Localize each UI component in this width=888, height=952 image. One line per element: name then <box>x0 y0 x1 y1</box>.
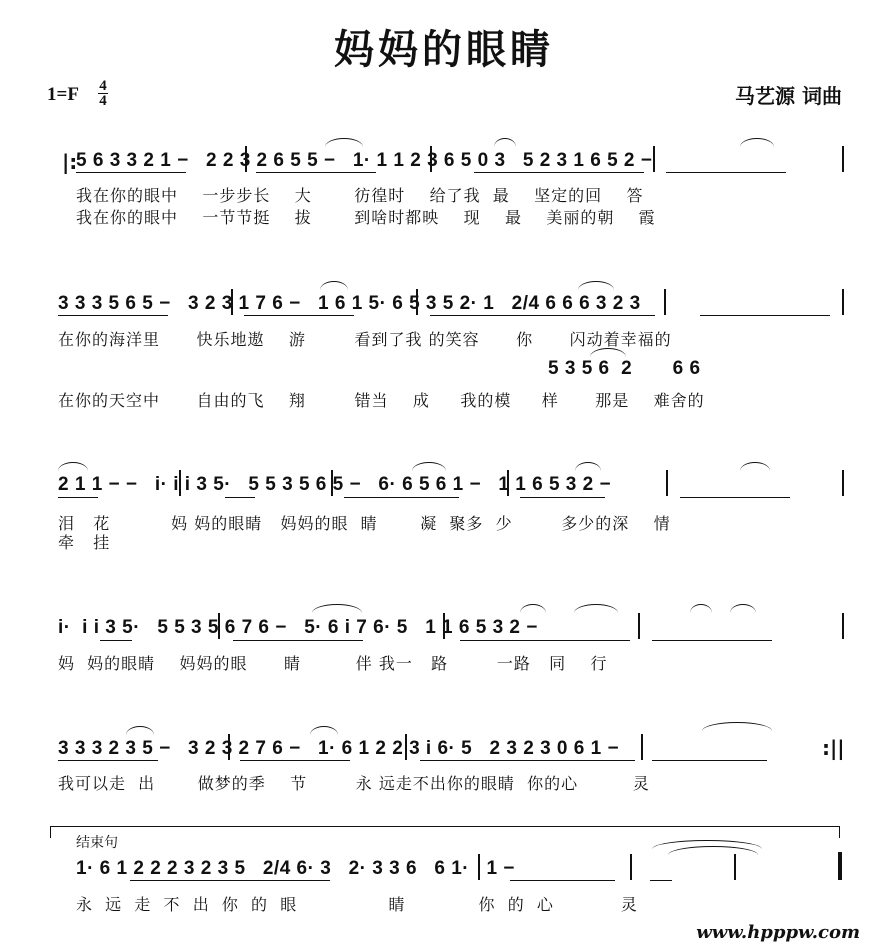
beam-underline <box>520 497 605 498</box>
slur <box>412 462 446 471</box>
barline <box>507 470 509 496</box>
slur <box>310 726 338 735</box>
time-signature-top: 4 <box>99 78 107 94</box>
slur <box>312 604 362 613</box>
barline <box>478 854 480 880</box>
beam-underline <box>256 172 376 173</box>
slur <box>574 604 618 613</box>
final-barline <box>838 852 842 880</box>
barline <box>842 613 844 639</box>
barline <box>842 289 844 315</box>
slur <box>702 722 772 731</box>
beam-underline <box>474 172 644 173</box>
barline <box>842 146 844 172</box>
lyrics-line-2a: 在你的海洋里 快乐地遨 游 看到了我 的笑容 你 闪动着幸福的 <box>58 330 672 349</box>
barline <box>653 146 655 172</box>
barline <box>231 289 233 315</box>
slur <box>578 281 614 290</box>
barline <box>331 470 333 496</box>
barline <box>416 289 418 315</box>
slur <box>325 138 363 147</box>
beam-underline <box>233 640 363 641</box>
alt-notes-line-2: 5 3 5 6 2 6 6 <box>548 358 701 379</box>
barline <box>666 470 668 496</box>
barline <box>842 470 844 496</box>
beam-underline <box>58 497 98 498</box>
barline <box>664 289 666 315</box>
barline <box>245 146 247 172</box>
composer-credit: 马艺源 词曲 <box>735 84 842 108</box>
barline <box>430 146 432 172</box>
slur <box>58 462 88 471</box>
beam-underline <box>244 315 354 316</box>
beam-underline <box>225 497 255 498</box>
slur <box>494 138 516 147</box>
notes-line-3: 2 1 1 − − i· i i 3 5· 5 5 3 5 6 5 − 6· 6 5 6 1 − 1 1 6 5 3 2 − <box>58 474 612 495</box>
barline <box>641 734 643 760</box>
notes-line-6: 1· 6 1 2 2 2 3 2 3 5 2/4 6· 3 2· 3 3 6 6 1· 1 − <box>76 858 515 879</box>
key-signature: 1=F <box>47 84 79 105</box>
barline <box>638 613 640 639</box>
beam-underline <box>58 315 168 316</box>
notes-line-4: i· i i 3 5· 5 5 3 5 6 7 6 − 5· 6 i 7 6· 5 1 1 6 5 3 2 − <box>58 617 538 638</box>
time-signature-bottom: 4 <box>99 93 107 109</box>
lyrics-line-6: 永 远 走 不 出 你 的 眼 睛 你 的 心 灵 <box>76 895 638 914</box>
beam-underline <box>130 880 330 881</box>
slur <box>730 604 756 613</box>
beam-underline <box>460 640 630 641</box>
song-title: 妈妈的眼睛 <box>334 26 554 73</box>
ending-bracket-start <box>50 826 51 838</box>
time-signature <box>98 79 108 108</box>
notes-line-1: 5 6 3 3 2 1 − 2 2 3 2 6 5 5 − 1· 1 1 2 3 6 5 0 3 5 2 3 1 6 5 2 − <box>76 150 653 171</box>
slur <box>520 604 546 613</box>
slur <box>126 726 154 735</box>
lyrics-line-2b: 在你的天空中 自由的飞 翔 错当 成 我的模 样 那是 难舍的 <box>58 391 705 410</box>
lyrics-line-5: 我可以走 出 做梦的季 节 永 远走不出你的眼睛 你的心 灵 <box>58 774 650 793</box>
repeat-start-sign: |: <box>62 150 78 174</box>
barline <box>405 734 407 760</box>
slur <box>575 462 601 471</box>
barline <box>630 854 632 880</box>
barline <box>443 613 445 639</box>
slur <box>740 462 770 471</box>
barline <box>228 734 230 760</box>
barline <box>218 613 220 639</box>
beam-underline <box>420 760 635 761</box>
beam-underline <box>510 880 615 881</box>
beam-underline <box>652 640 772 641</box>
slur <box>690 604 712 613</box>
lyrics-line-3b: 牵 挂 <box>58 533 111 552</box>
repeat-end-sign: :|| <box>822 736 845 760</box>
beam-underline <box>430 315 655 316</box>
lyrics-line-1a: 我在你的眼中 一步步长 大 彷徨时 给了我 最 坚定的回 答 <box>76 186 644 205</box>
notes-line-5: 3 3 3 2 3 5 − 3 2 3 2 7 6 − 1· 6 1 2 2 3 i 6· 5 2 3 2 3 0 6 1 − <box>58 738 620 759</box>
notes-line-2: 3 3 3 5 6 5 − 3 2 3 1 7 6 − 1 6 1 5· 6 5 3 5 2· 1 2/4 6 6 6 3 2 3 <box>58 293 641 314</box>
website-watermark: www.hpppw.com <box>696 922 860 943</box>
beam-underline <box>344 497 459 498</box>
beam-underline <box>666 172 786 173</box>
beam-underline <box>76 172 186 173</box>
ending-label: 结束句 <box>76 835 118 851</box>
beam-underline <box>58 760 158 761</box>
beam-underline <box>100 640 132 641</box>
ending-bracket-end <box>839 826 840 838</box>
barline <box>734 854 736 880</box>
slur <box>740 138 774 147</box>
beam-underline <box>700 315 830 316</box>
barline <box>179 470 181 496</box>
ending-bracket-line <box>50 826 840 827</box>
lyrics-line-4: 妈 妈的眼睛 妈妈的眼 睛 伴 我一 路 一路 同 行 <box>58 654 608 673</box>
beam-underline <box>680 497 790 498</box>
beam-underline <box>652 760 767 761</box>
beam-underline <box>650 880 672 881</box>
lyrics-line-3a: 泪 花 妈 妈的眼睛 妈妈的眼 睛 凝 聚多 少 多少的深 情 <box>58 514 671 533</box>
lyrics-line-1b: 我在你的眼中 一节节挺 拔 到啥时都映 现 最 美丽的朝 霞 <box>76 208 656 227</box>
beam-underline <box>240 760 350 761</box>
slur <box>320 281 348 290</box>
